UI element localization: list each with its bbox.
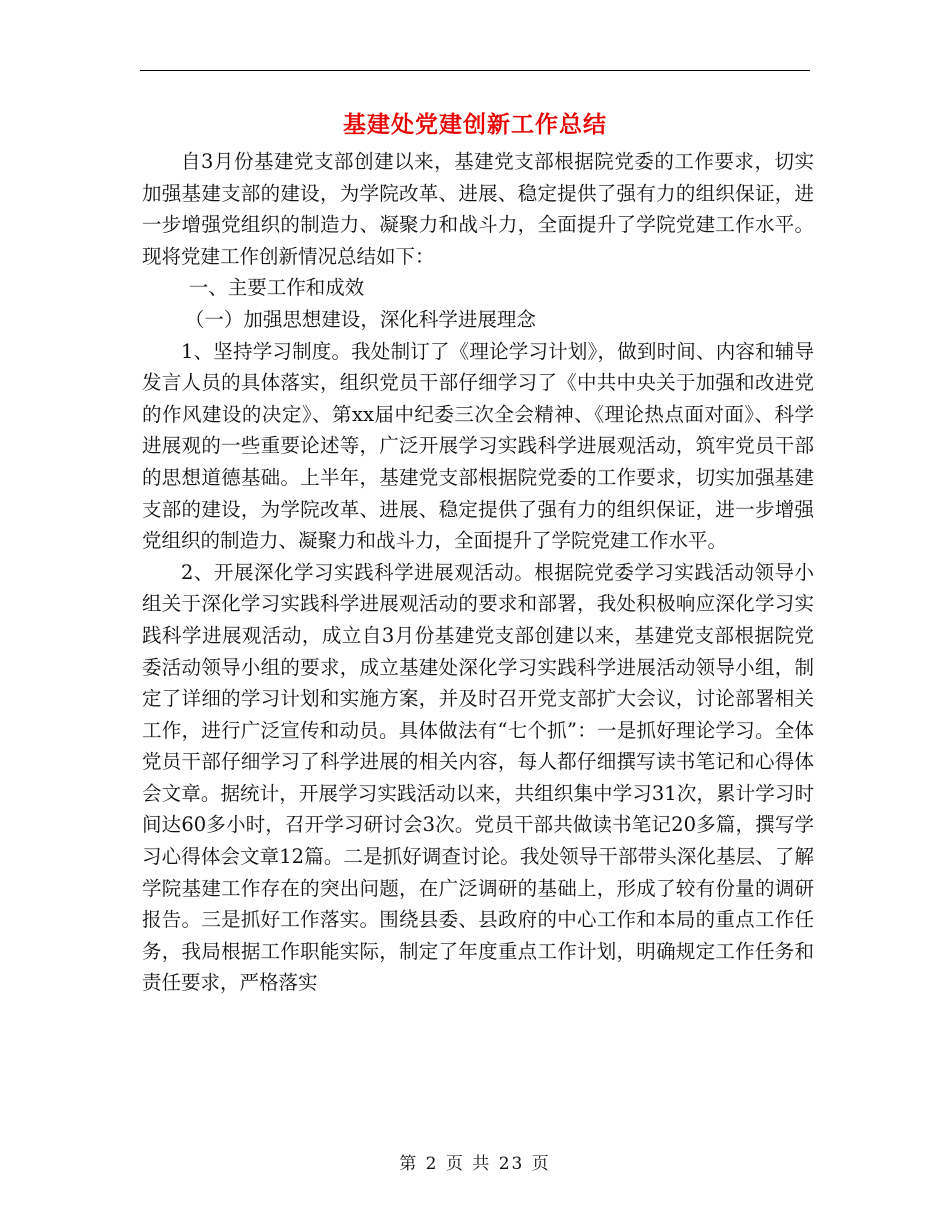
paragraph-intro: 自3月份基建党支部创建以来，基建党支部根据院党委的工作要求，切实加强基建支部的建设，为学院改革、进展、稳定提供了强有力的组织保证，进一步增强党组织的制造力、凝聚力和战斗力，全面提升了学院党建工作水平。现将党建工作创新情况总结如下： — [142, 150, 814, 268]
section-heading: 一、主要工作和成效 — [188, 276, 365, 300]
subsection-heading: （一）加强思想建设，深化科学进展理念 — [184, 307, 536, 331]
document-title: 基建处党建创新工作总结 — [343, 111, 607, 138]
paragraph-item-1: 1、坚持学习制度。我处制订了《理论学习计划》，做到时间、内容和辅导发言人员的具体落实，组织党员干部仔细学习了《中共中央关于加强和改进党的作风建设的决定》、第xx届中纪委三次全会精神、《理论热点面对面》、科学进展观的一些重要论述等，广泛开展学习实践科学进展观活动，筑牢党员干部的思想道德基础。上半年，基建党支部根据院党委的工作要求，切实加强基建支部的建设，为学院改革、进展、稳定提供了强有力的组织保证，进一步增强党组织的制造力、凝聚力和战斗力，全面提升了学院党建工作水平。 — [142, 339, 814, 553]
document-body — [142, 146, 814, 999]
paragraph-item-2: 2、开展深化学习实践科学进展观活动。根据院党委学习实践活动领导小组关于深化学习实践科学进展观活动的要求和部署，我处积极响应深化学习实践科学进展观活动，成立自3月份基建党支部创建以来，基建党支部根据院党委活动领导小组的要求，成立基建处深化学习实践科学进展活动领导小组，制定了详细的学习计划和实施方案，并及时召开党支部扩大会议，讨论部署相关工作，进行广泛宣传和动员。具体做法有“七个抓”：一是抓好理论学习。全体党员干部仔细学习了科学进展的相关内容，每人都仔细撰写读书笔记和心得体会文章。据统计，开展学习实践活动以来，共组织集中学习31次，累计学习时间达60多小时，召开学习研讨会3次。党员干部共做读书笔记20多篇，撰写学习心得体会文章12篇。二是抓好调查讨论。我处领导干部带头深化基层、了解学院基建工作存在的突出问题，在广泛调研的基础上，形成了较有份量的调研报告。三是抓好工作落实。围绕县委、县政府的中心工作和本局的重点工作任务，我局根据工作职能实际，制定了年度重点工作计划，明确规定工作任务和责任要求，严格落实 — [142, 560, 814, 995]
header-rule — [140, 70, 810, 71]
page-number-footer: 第 2 页 共 23 页 — [399, 1154, 551, 1174]
